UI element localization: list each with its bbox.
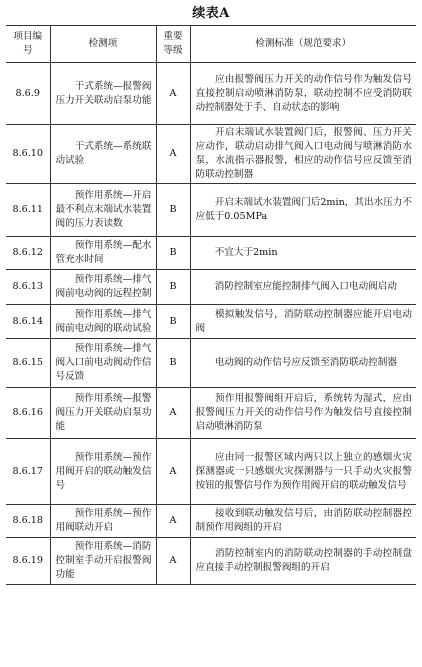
cell-id xyxy=(6,125,50,184)
cell-id xyxy=(6,237,50,270)
cell-level xyxy=(156,237,190,270)
cell-item-text: 预作用系统—消防控制室手动开启报警阀功能 xyxy=(55,541,152,580)
cell-level xyxy=(156,184,190,237)
table-row xyxy=(6,538,416,585)
cell-item-text: 干式系统—报警阀压力开关联动启泵功能 xyxy=(55,80,152,106)
table-row xyxy=(6,505,416,538)
cell-id xyxy=(6,439,50,505)
cell-item-text: 预作用系统—报警阀压力开关联动启泵功能 xyxy=(55,393,152,432)
cell-standard-text: 消防控制室应能控制排气阀入口电动阀启动 xyxy=(214,281,397,292)
cell-level xyxy=(156,270,190,305)
cell-id-text: 8.6.10 xyxy=(12,148,43,159)
table-row xyxy=(6,63,416,125)
cell-standard-text: 消防控制室内的消防联动控制器的手动控制盘应直接手动控制报警阀组的开启 xyxy=(195,548,412,573)
cell-item-text: 预作用系统—排气阀前电动阀的联动试验 xyxy=(55,308,152,334)
cell-id xyxy=(6,270,50,305)
cell-id-text: 8.6.18 xyxy=(12,515,43,526)
document-page xyxy=(0,3,422,667)
cell-item xyxy=(50,538,156,585)
cell-level-text: B xyxy=(169,281,177,292)
cell-level-text: B xyxy=(169,204,177,215)
cell-item xyxy=(50,439,156,505)
cell-id-text: 8.6.15 xyxy=(12,357,43,368)
cell-id-text: 8.6.9 xyxy=(15,87,40,99)
cell-level xyxy=(156,505,190,538)
cell-level xyxy=(156,63,190,125)
cell-id-text: 8.6.19 xyxy=(12,555,43,566)
cell-item-text: 预作用系统—排气阀前电动阀的远程控制 xyxy=(55,274,152,299)
cell-item xyxy=(50,305,156,339)
cell-standard xyxy=(190,505,416,538)
cell-id xyxy=(6,184,50,237)
cell-item xyxy=(50,125,156,184)
cell-id xyxy=(6,388,50,439)
cell-id xyxy=(6,339,50,388)
table-row xyxy=(6,125,416,184)
cell-standard-text: 开启末端试水装置阀门后2min，其出水压力不应低于0.05MPa xyxy=(195,197,412,222)
cell-standard xyxy=(190,388,416,439)
cell-item xyxy=(50,505,156,538)
table-header-row xyxy=(6,26,416,63)
cell-id-text: 8.6.13 xyxy=(12,281,43,292)
cell-level xyxy=(156,305,190,339)
cell-id-text: 8.6.11 xyxy=(12,204,43,215)
cell-level-text: A xyxy=(169,555,177,566)
cell-item-text: 预作用系统—开启最不利点末端试水装置阀的压力表读数 xyxy=(55,190,152,229)
cell-standard-text: 不宜大于2min xyxy=(214,247,278,258)
header-standard: 检测标准（规范要求） xyxy=(190,26,416,63)
cell-level xyxy=(156,439,190,505)
cell-item-text: 预作用系统—排气阀入口前电动阀动作信号反馈 xyxy=(55,343,152,382)
table-row xyxy=(6,237,416,270)
cell-level xyxy=(156,538,190,585)
cell-item xyxy=(50,339,156,388)
cell-standard-text: 应由同一报警区域内两只以上独立的感烟火灾探测器或一只感烟火灾探测器与一只手动火灾报警按钮的报警信号作为预作用阀开启的联动触发信号 xyxy=(195,451,412,491)
cell-id-text: 8.6.14 xyxy=(12,315,43,327)
cell-id xyxy=(6,305,50,339)
cell-standard xyxy=(190,184,416,237)
cell-item xyxy=(50,237,156,270)
cell-level-text: B xyxy=(169,315,177,327)
cell-item-text: 预作用系统—配水管充水时间 xyxy=(55,240,152,265)
cell-id-text: 8.6.16 xyxy=(12,407,43,418)
cell-level xyxy=(156,388,190,439)
inspection-table xyxy=(6,25,416,585)
cell-level xyxy=(156,339,190,388)
cell-standard-text: 预作用报警阀组开启后，系统转为湿式，应由报警阀压力开关的动作信号作为触发信号直接控制启动喷淋消防泵 xyxy=(195,393,412,432)
cell-level-text: A xyxy=(169,465,177,477)
cell-standard-text: 接收到联动触发信号后，由消防联动控制器控制预作用阀组的开启 xyxy=(195,508,412,533)
header-level: 重要等级 xyxy=(156,26,190,63)
cell-standard xyxy=(190,63,416,125)
cell-standard xyxy=(190,339,416,388)
cell-standard-text: 电动阀的动作信号应反馈至消防联动控制器 xyxy=(214,357,397,368)
cell-item-text: 预作用系统—预作用阀开启的联动触发信号 xyxy=(55,451,152,491)
table-row xyxy=(6,339,416,388)
cell-standard xyxy=(190,270,416,305)
cell-standard-text: 应由报警阀压力开关的动作信号作为触发信号直接控制启动喷淋消防泵，联动控制不应受消防联动控制器处于手、自动状态的影响 xyxy=(195,73,412,113)
cell-id xyxy=(6,505,50,538)
cell-item xyxy=(50,388,156,439)
cell-level-text: B xyxy=(169,247,177,258)
cell-id-text: 8.6.17 xyxy=(12,465,43,477)
cell-level-text: A xyxy=(169,407,177,418)
table-row xyxy=(6,388,416,439)
table-body xyxy=(6,63,416,585)
cell-id xyxy=(6,538,50,585)
cell-standard xyxy=(190,305,416,339)
cell-standard xyxy=(190,538,416,585)
cell-standard xyxy=(190,237,416,270)
table-row xyxy=(6,184,416,237)
table-row xyxy=(6,270,416,305)
cell-id-text: 8.6.12 xyxy=(12,247,43,258)
table-row xyxy=(6,439,416,505)
cell-item xyxy=(50,184,156,237)
cell-id xyxy=(6,63,50,125)
cell-level-text: A xyxy=(169,515,177,526)
header-id: 项目编号 xyxy=(6,26,50,63)
cell-item xyxy=(50,63,156,125)
table-row xyxy=(6,305,416,339)
cell-level-text: B xyxy=(169,357,177,368)
cell-standard xyxy=(190,125,416,184)
cell-item-text: 预作用系统—预作用阀联动开启 xyxy=(55,508,152,533)
table-caption: 续表A xyxy=(192,6,230,21)
cell-item-text: 干式系统—系统联动试验 xyxy=(55,141,152,166)
cell-item xyxy=(50,270,156,305)
cell-standard-text: 开启末端试水装置阀门后，报警阀、压力开关应动作，联动启动排气阀入口电动阀与喷淋消防水泵，水流指示器报警，相应的动作信号应反馈至消防联动控制器 xyxy=(195,127,412,180)
cell-standard-text: 模拟触发信号，消防联动控制器应能开启电动阀 xyxy=(195,308,412,334)
header-item: 检测项 xyxy=(50,26,156,63)
cell-level xyxy=(156,125,190,184)
cell-level-text: A xyxy=(169,87,177,99)
cell-standard xyxy=(190,439,416,505)
cell-level-text: A xyxy=(169,148,177,159)
